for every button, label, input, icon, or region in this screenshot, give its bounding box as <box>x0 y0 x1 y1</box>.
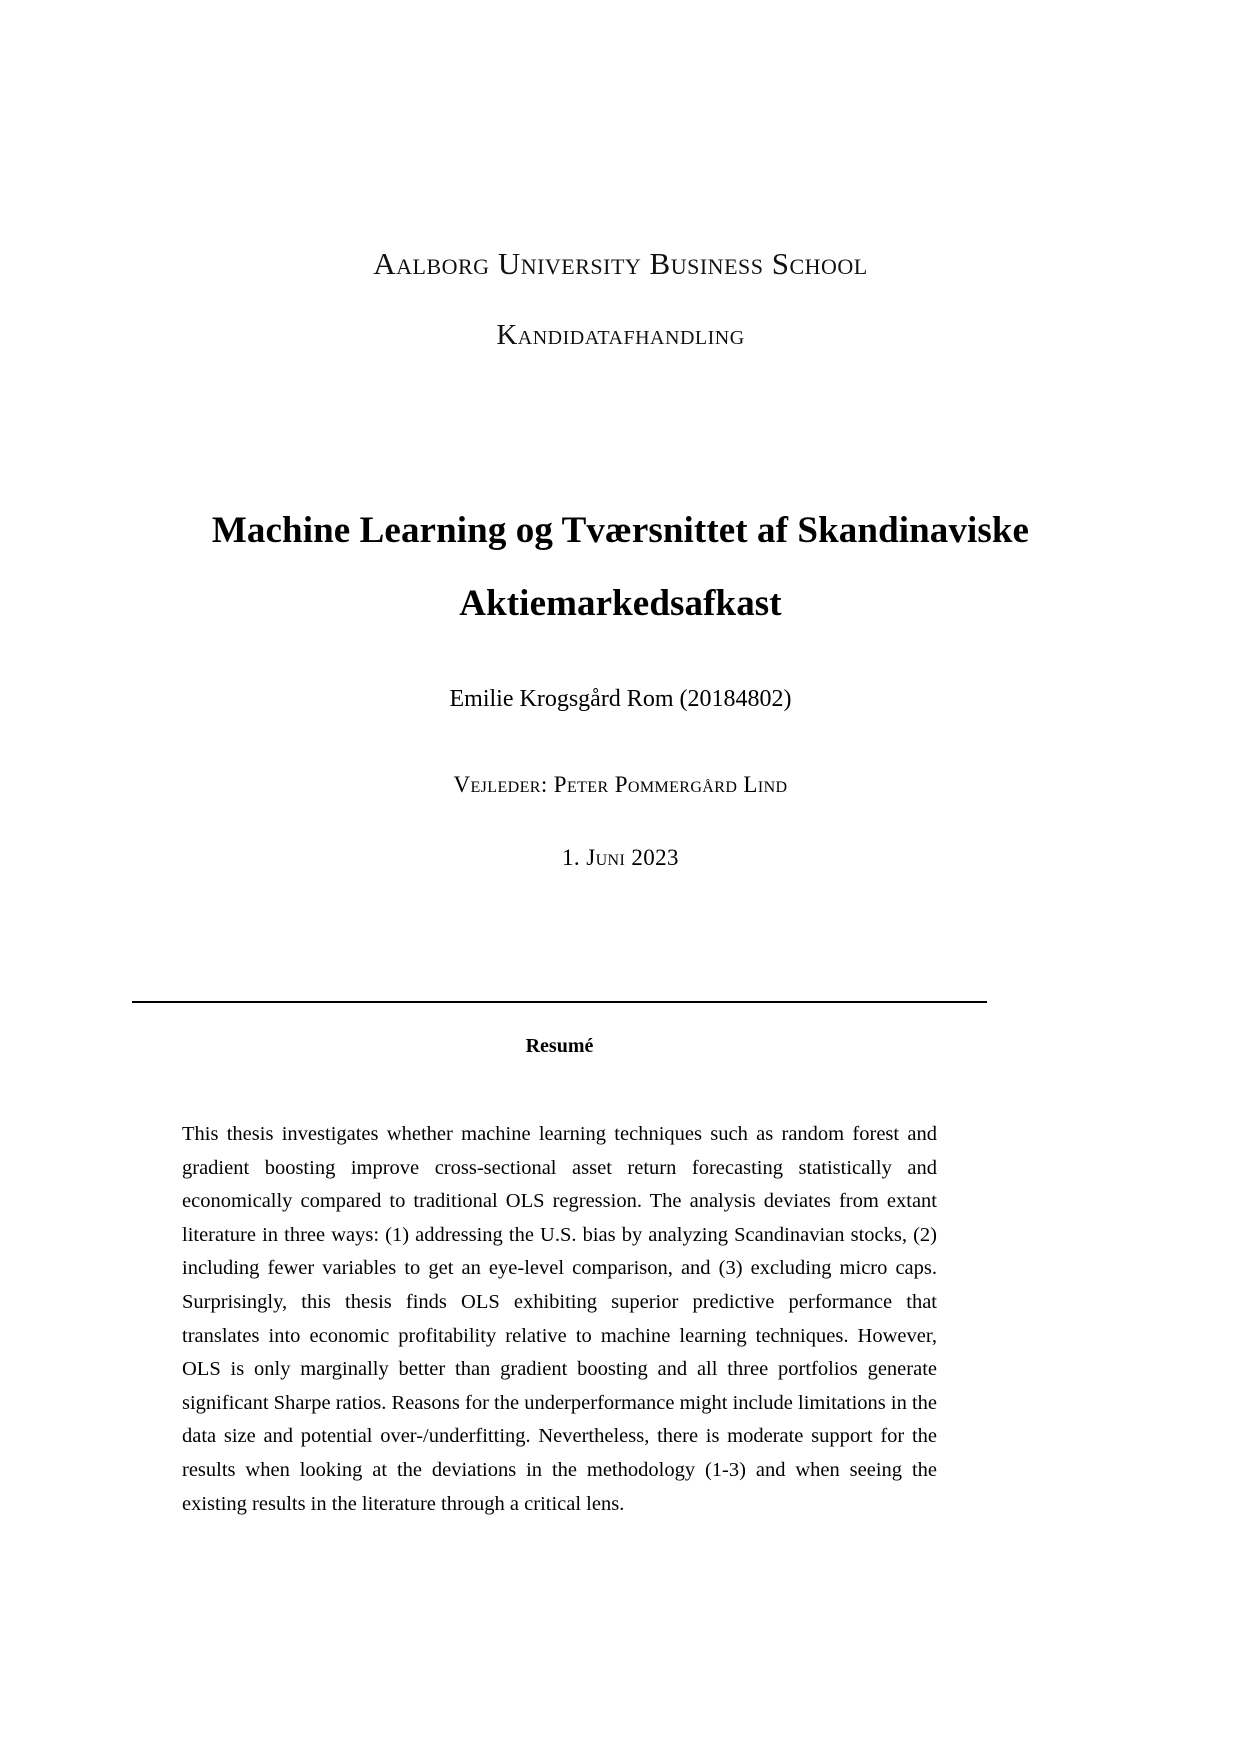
title-line-2: Aktiemarkedsafkast <box>459 583 782 624</box>
thesis-title <box>120 512 1121 622</box>
author-meta-block <box>0 687 1241 869</box>
submission-date: 1. Juni 2023 <box>562 845 679 870</box>
abstract-heading: Resumé <box>525 1035 594 1057</box>
abstract-body: This thesis investigates whether machine learning techniques such as random forest and gradient boosting improve cross-sectional asset return forecasting statistically and economically compared to traditional OLS regression. The analysis deviates from extant literature in three ways: (1) addressing the U.S. bias by analyzing Scandinavian stocks, (2) including fewer variables to get an eye-level comparison, and (3) excluding micro caps. Surprisingly, this thesis finds OLS exhibiting superior predictive performance that translates into economic profitability relative to machine learning techniques. However, OLS is only marginally better than gradient boosting and all three portfolios generate significant Sharpe ratios. Reasons for the underperformance might include limitations in the data size and potential over-/underfitting. Nevertheless, there is moderate support for the results when looking at the deviations in the methodology (1-3) and when seeing the existing results in the literature through a critical lens. <box>182 1123 937 1515</box>
author-name: Emilie Krogsgård Rom (20184802) <box>449 686 792 712</box>
institution-block <box>0 248 1241 350</box>
institution-name: Aalborg University Business School <box>373 246 868 281</box>
document-type: Kandidatafhandling <box>496 319 745 351</box>
supervisor-name: Vejleder: Peter Pommergård Lind <box>453 772 788 797</box>
title-line-1: Machine Learning og Tværsnittet af Skandinaviske <box>211 510 1030 551</box>
horizontal-divider <box>132 1001 987 1003</box>
